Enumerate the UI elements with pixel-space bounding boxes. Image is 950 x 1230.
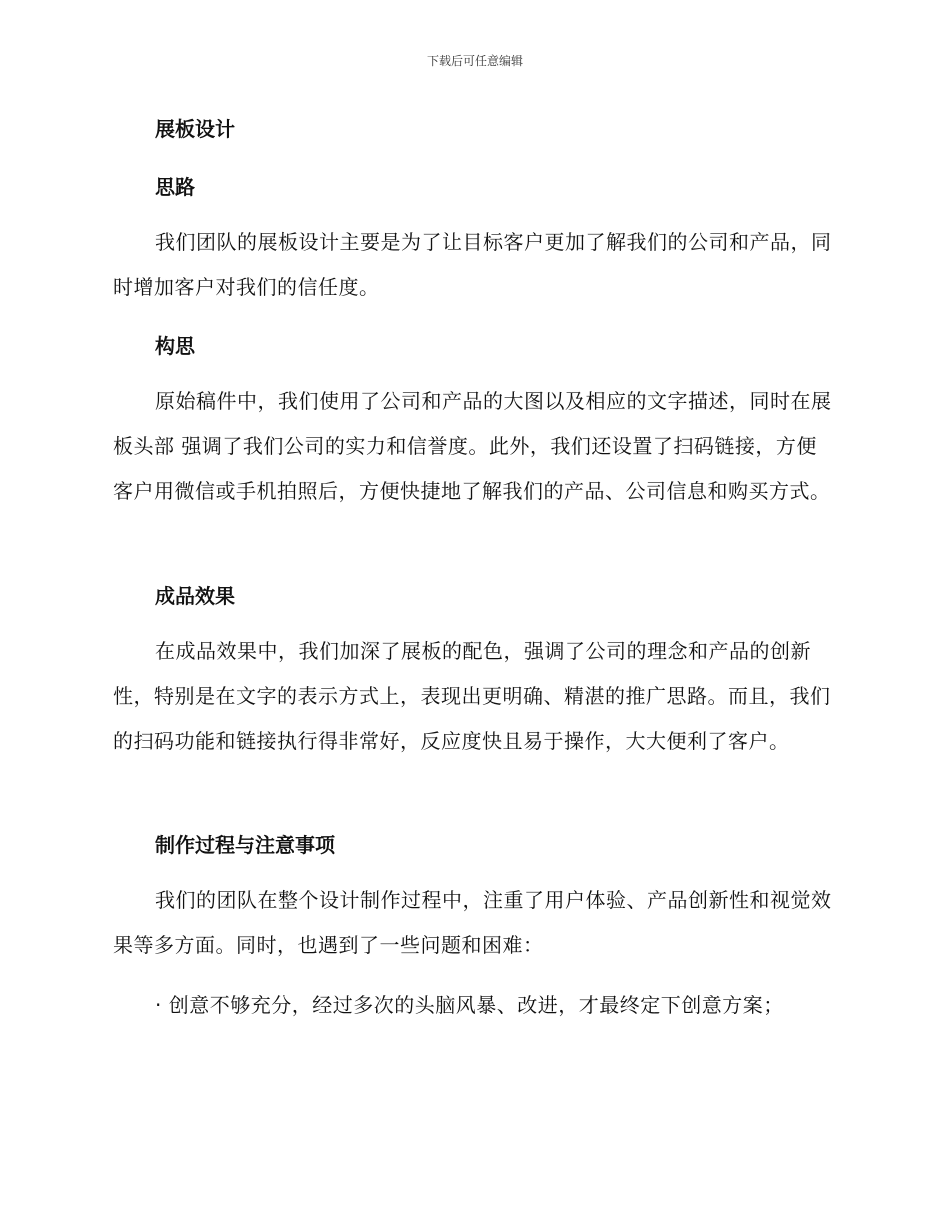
section-paragraph-process: 我们的团队在整个设计制作过程中，注重了用户体验、产品创新性和视觉效果等多方面。同时，也遇到了一些问题和困难： xyxy=(113,888,832,957)
document-title: 展板设计 xyxy=(155,117,235,141)
section-paragraph-result: 在成品效果中，我们加深了展板的配色，强调了公司的理念和产品的创新性，特别是在文字的表示方式上，表现出更明确、精湛的推广思路。而且，我们的扫码功能和链接执行得非常好，反应度快且易于操作，大大便利了客户。 xyxy=(113,639,831,753)
section-heading-result: 成品效果 xyxy=(155,584,235,608)
list-item: · 创意不够充分，经过多次的头脑风暴、改进，才最终定下创意方案； xyxy=(155,993,784,1017)
page-header: 下载后可任意编辑 xyxy=(426,54,523,68)
section-heading-approach: 思路 xyxy=(155,175,195,199)
section-paragraph-concept: 原始稿件中，我们使用了公司和产品的大图以及相应的文字描述，同时在展板头部 强调了我们公司的实力和信誉度。此外，我们还设置了扫码链接，方便客户用微信或手机拍照后，方便快捷地了解我们的产品、公司信息和购买方式。 xyxy=(113,389,832,503)
section-paragraph-approach: 我们团队的展板设计主要是为了让目标客户更加了解我们的公司和产品，同时增加客户对我们的信任度。 xyxy=(113,230,832,299)
section-heading-concept: 构思 xyxy=(155,334,195,358)
section-heading-process: 制作过程与注意事项 xyxy=(155,833,335,857)
